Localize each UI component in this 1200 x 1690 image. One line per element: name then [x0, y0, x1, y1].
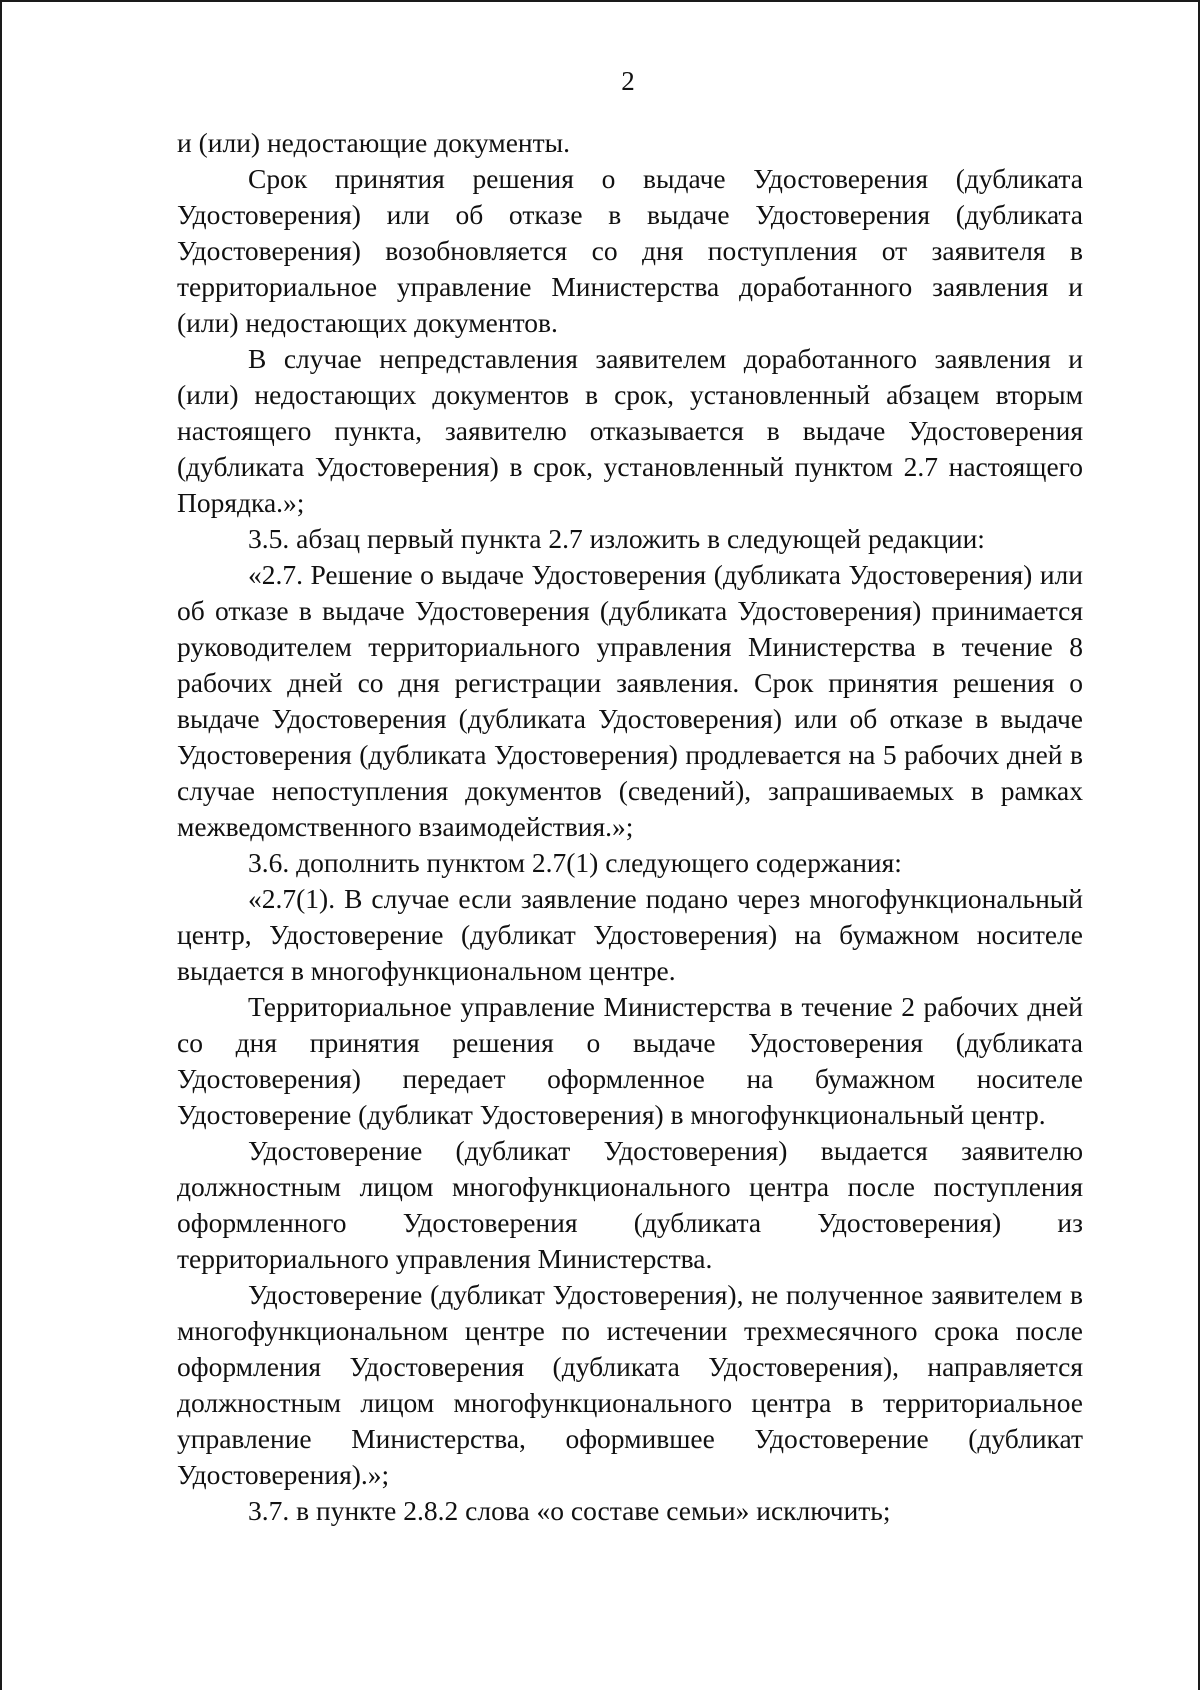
- paragraph: 3.5. абзац первый пункта 2.7 изложить в следующей редакции:: [248, 523, 985, 554]
- paragraph: В случае непредставления заявителем доработанного заявления и (или) недостающих документов в срок, установленный абзацем вторым настоящего пункта, заявителю отказывается в выдаче Удостоверения (дубликата Удостоверения) в срок, установленный пунктом 2.7 настоящего Порядка.»;: [177, 343, 1083, 518]
- scan-edge-top: [0, 0, 1200, 2]
- paragraph: Удостоверение (дубликат Удостоверения), не полученное заявителем в многофункциональном центре по истечении трехмесячного срока после оформления Удостоверения (дубликата Удостоверения), направляется должностным лицом многофункционального центра в территориальное управление Министерства, оформившее Удостоверение (дубликат Удостоверения).»;: [177, 1279, 1083, 1490]
- paragraph: 3.7. в пункте 2.8.2 слова «о составе семьи» исключить;: [248, 1495, 891, 1526]
- paragraph: Территориальное управление Министерства в течение 2 рабочих дней со дня принятия решения о выдаче Удостоверения (дубликата Удостоверения) передает оформленное на бумажном носителе Удостоверение (дубликат Удостоверения) в многофункциональный центр.: [177, 991, 1083, 1130]
- document-body: [177, 125, 1083, 1529]
- scan-edge-left: [0, 0, 2, 1690]
- page-number: 2: [621, 66, 635, 96]
- paragraph-continuation: и (или) недостающие документы.: [177, 127, 571, 158]
- paragraph: Удостоверение (дубликат Удостоверения) выдается заявителю должностным лицом многофункционального центра после поступления оформленного Удостоверения (дубликата Удостоверения) из территориального управления Министерства.: [177, 1135, 1083, 1274]
- paragraph: Срок принятия решения о выдаче Удостоверения (дубликата Удостоверения) или об отказе в выдаче Удостоверения (дубликата Удостоверения) возобновляется со дня поступления от заявителя в территориальное управление Министерства доработанного заявления и (или) недостающих документов.: [177, 163, 1083, 338]
- paragraph: 3.6. дополнить пунктом 2.7(1) следующего содержания:: [248, 847, 902, 878]
- paragraph: «2.7(1). В случае если заявление подано через многофункциональный центр, Удостоверение (дубликат Удостоверения) на бумажном носителе выдается в многофункциональном центре.: [177, 883, 1083, 986]
- paragraph: «2.7. Решение о выдаче Удостоверения (дубликата Удостоверения) или об отказе в выдаче Удостоверения (дубликата Удостоверения) принимается руководителем территориального управления Министерства в течение 8 рабочих дней со дня регистрации заявления. Срок принятия решения о выдаче Удостоверения (дубликата Удостоверения) или об отказе в выдаче Удостоверения (дубликата Удостоверения) продлевается на 5 рабочих дней в случае непоступления документов (сведений), запрашиваемых в рамках межведомственного взаимодействия.»;: [177, 559, 1083, 842]
